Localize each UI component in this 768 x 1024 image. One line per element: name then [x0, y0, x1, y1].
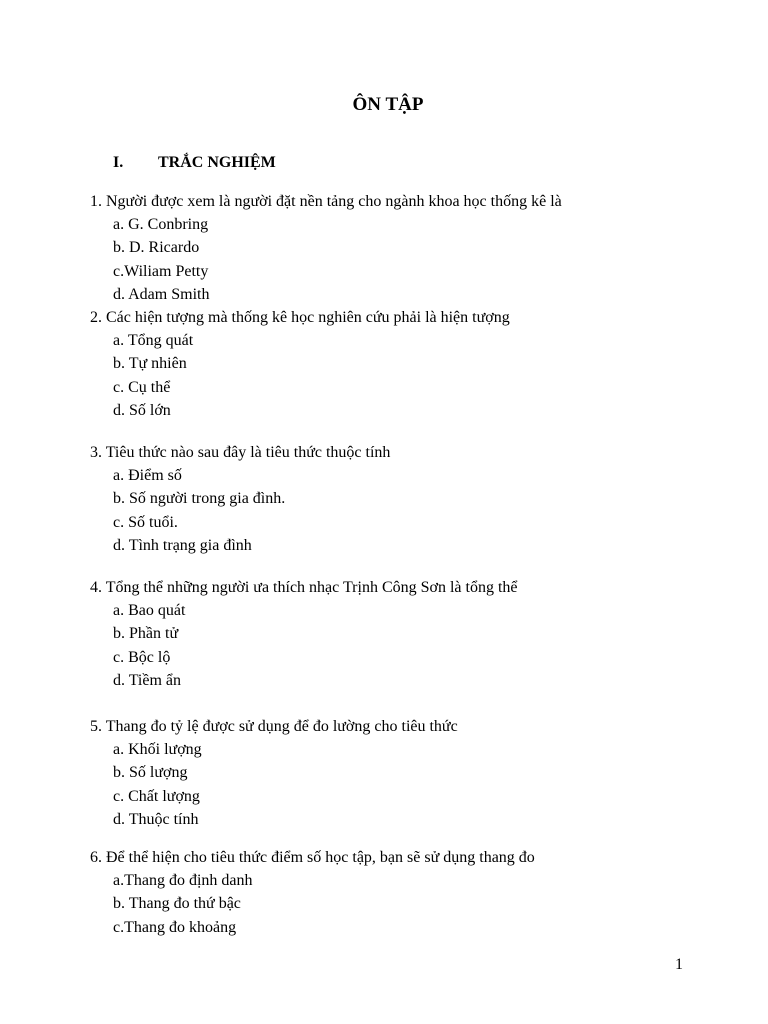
answer-option: c.Wiliam Petty	[113, 262, 209, 280]
answer-option: d. Thuộc tính	[113, 810, 199, 828]
answer-option: c. Số tuổi.	[113, 513, 178, 531]
section-title: TRẮC NGHIỆM	[158, 154, 276, 171]
question-4	[90, 576, 518, 692]
answer-option: a. Bao quát	[113, 602, 186, 620]
section-number: I.	[113, 154, 124, 171]
answer-option: a. G. Conbring	[113, 216, 209, 234]
answer-option: a. Khối lượng	[113, 741, 202, 759]
answer-option: b. Số người trong gia đình.	[113, 490, 286, 508]
question-text: 6. Để thể hiện cho tiêu thức điểm số học tập, bạn sẽ sử dụng thang đo	[90, 849, 535, 866]
answer-option: a. Tổng quát	[113, 332, 194, 350]
answer-option: d. Tiềm ẩn	[113, 671, 182, 689]
answer-option: b. Phần tử	[113, 625, 179, 643]
answer-option: c. Bộc lộ	[113, 648, 171, 666]
answer-option: c. Chất lượng	[113, 787, 200, 805]
page-title: ÔN TẬP	[352, 94, 424, 115]
answer-option: b. Số lượng	[113, 764, 188, 782]
question-5	[90, 715, 458, 831]
answer-option: c.Thang đo khoảng	[113, 918, 237, 936]
question-6	[90, 846, 535, 939]
question-text: 4. Tổng thể những người ưa thích nhạc Trịnh Công Sơn là tổng thể	[90, 579, 518, 596]
question-text: 2. Các hiện tượng mà thống kê học nghiên cứu phải là hiện tượng	[90, 309, 510, 326]
answer-option: b. D. Ricardo	[113, 239, 200, 257]
question-text: 1. Người được xem là người đặt nền tảng cho ngành khoa học thống kê là	[90, 193, 562, 210]
question-text: 5. Thang đo tỷ lệ được sử dụng để đo lường cho tiêu thức	[90, 718, 458, 735]
answer-option: d. Tình trạng gia đình	[113, 536, 252, 554]
answer-option: a. Điểm số	[113, 467, 182, 485]
page-number: 1	[675, 956, 683, 973]
question-text: 3. Tiêu thức nào sau đây là tiêu thức thuộc tính	[90, 444, 391, 461]
section-heading	[113, 153, 276, 173]
question-3	[90, 441, 390, 557]
question-2	[90, 306, 510, 422]
answer-option: b. Tự nhiên	[113, 355, 187, 373]
answer-option: d. Số lớn	[113, 401, 171, 419]
answer-option: d. Adam Smith	[113, 285, 210, 303]
answer-option: b. Thang đo thứ bậc	[113, 895, 241, 913]
question-1	[90, 190, 562, 306]
answer-option: c. Cụ thể	[113, 378, 171, 396]
answer-option: a.Thang đo định danh	[113, 872, 253, 890]
